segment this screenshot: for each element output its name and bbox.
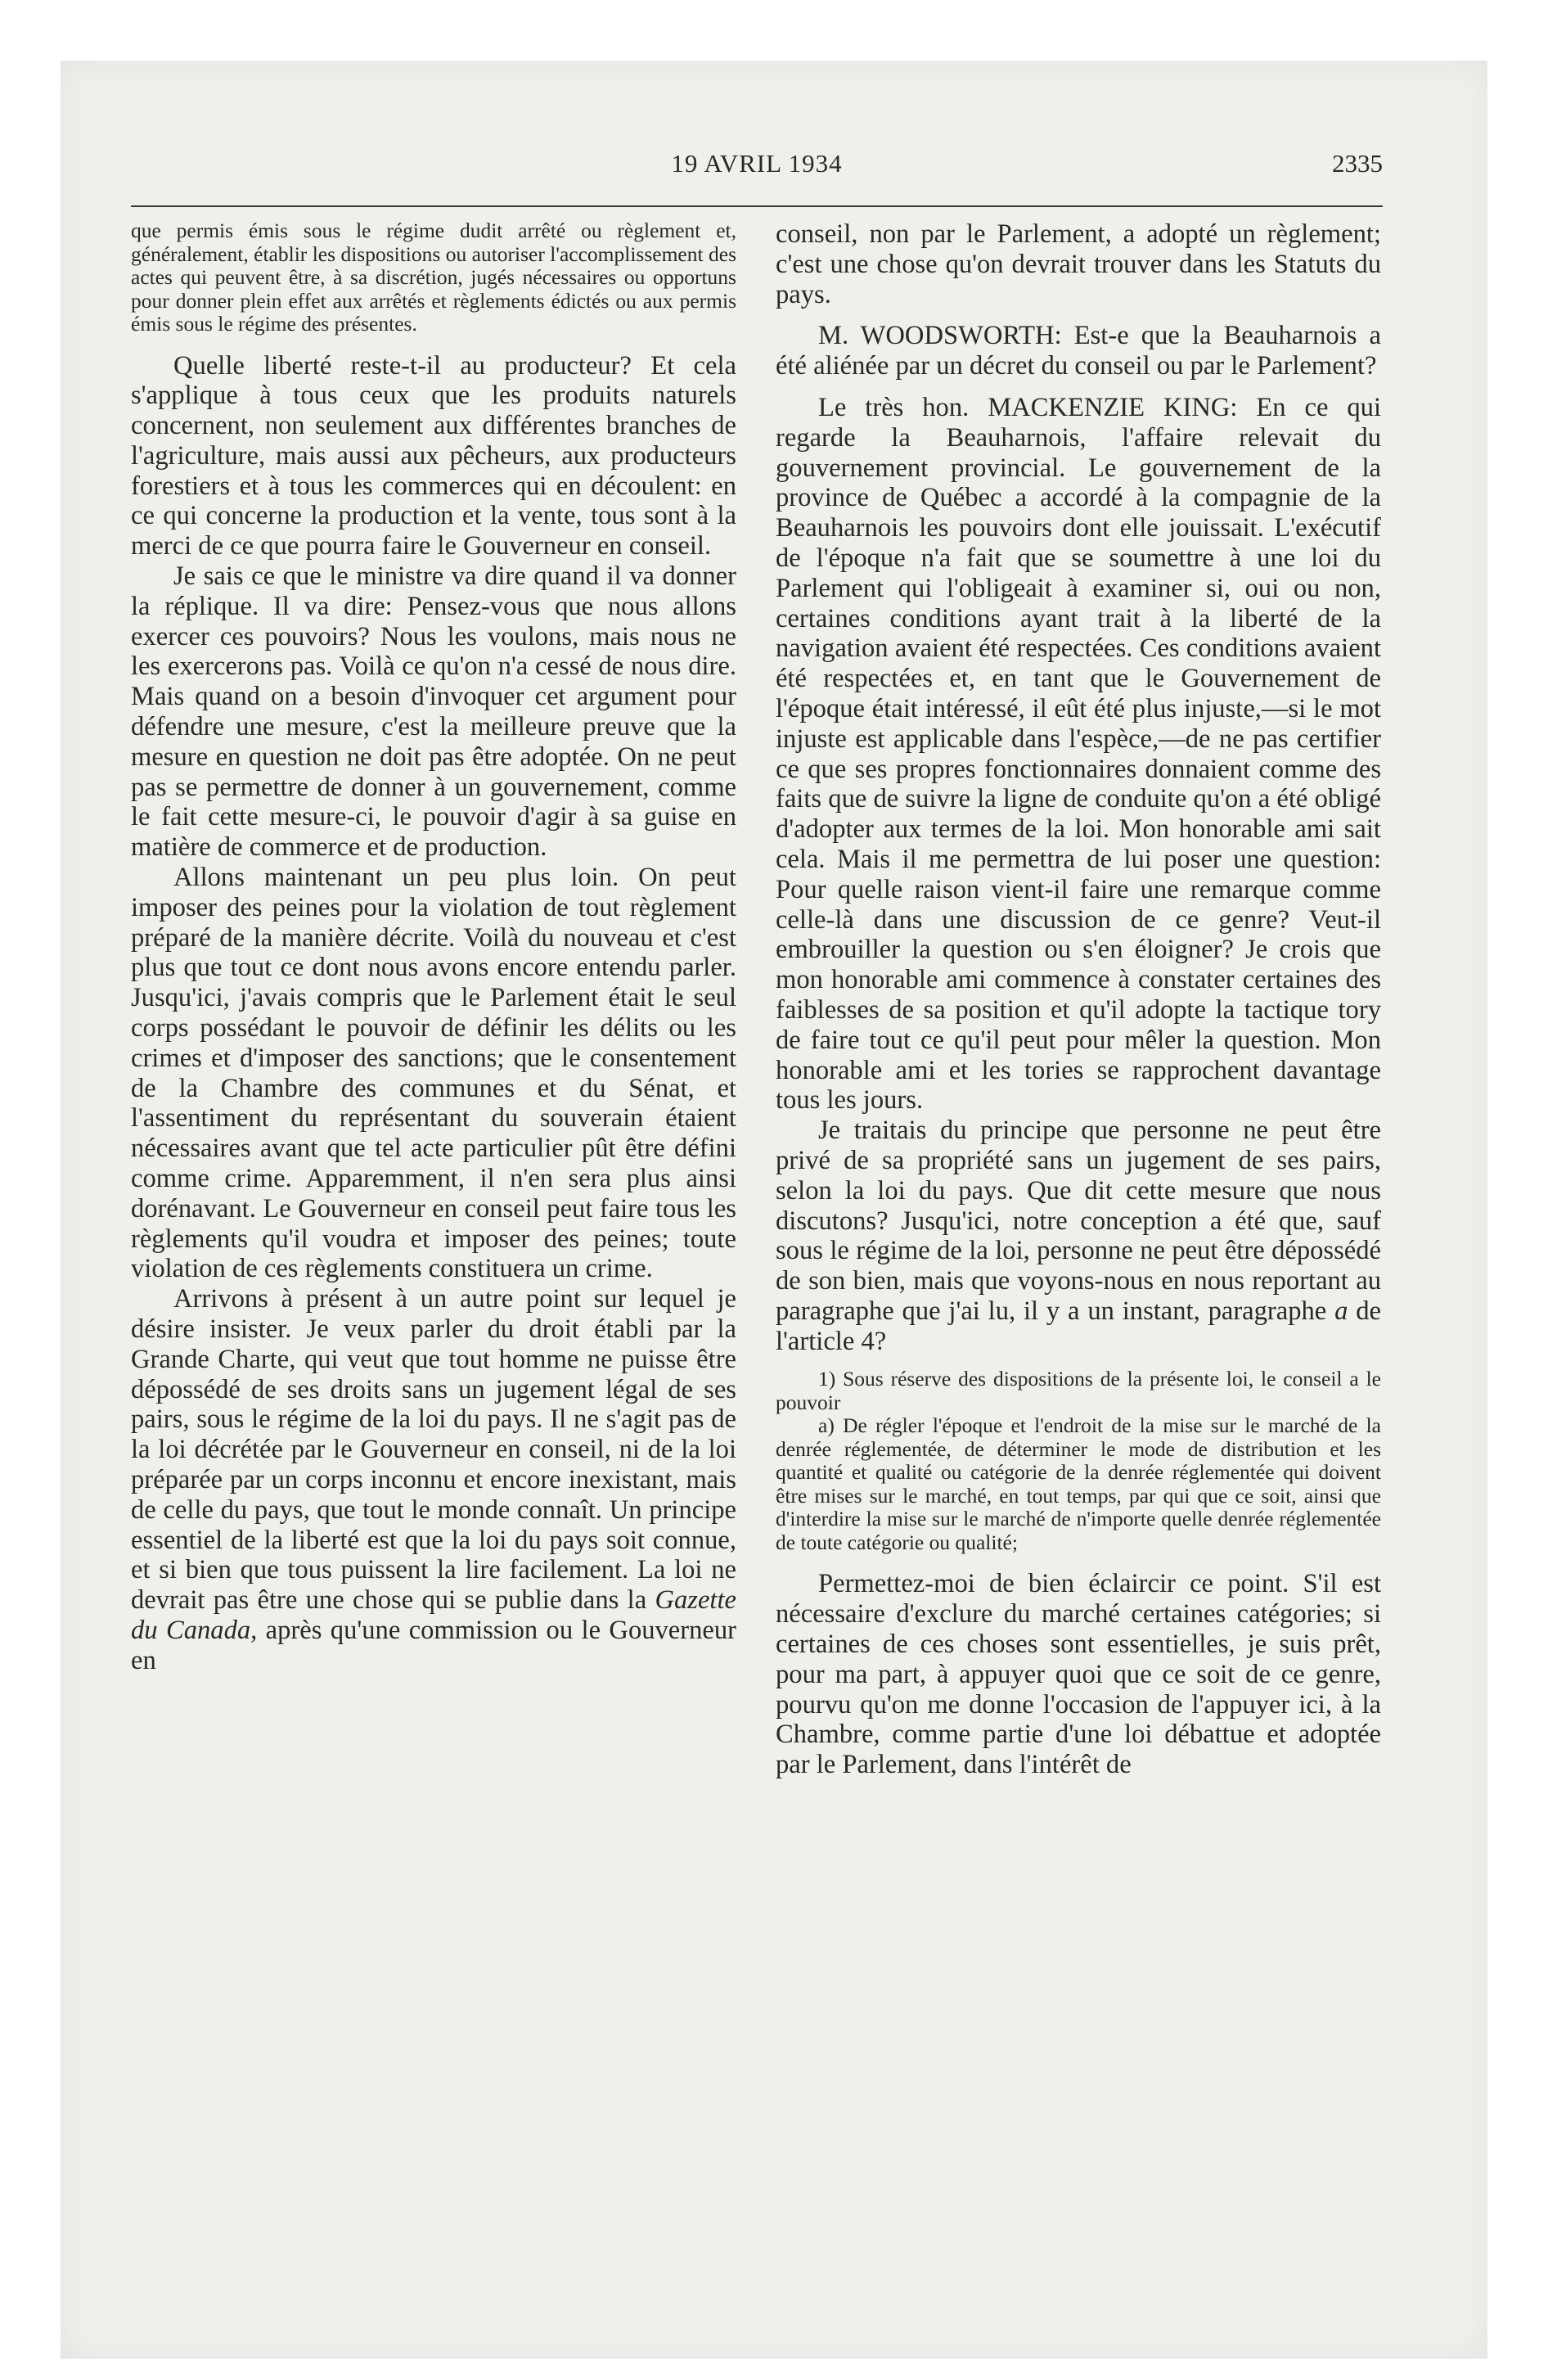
paragraph: conseil, non par le Parlement, a adopté un règlement; c'est une chose qu'on devrait trouver dans les Statuts du pays. [776,219,1381,309]
paragraph-text: de l'article 4? [776,1296,1381,1356]
paragraph-text: Je traitais du principe que personne ne peut être privé de sa propriété sans un jugement de ses pairs, selon la loi du pays. Que dit cette mesure que nous discutons? Jusqu'ici, notre conception a été que, sauf sous le régime de la loi, personne ne peut être dépossédé de son bien, mais que voyons-nous en nous reportant au paragraphe que j'ai lu, il y a un instant, paragraphe [776,1116,1381,1326]
paragraph: Permettez-moi de bien éclaircir ce point. S'il est nécessaire d'exclure du marché certaines catégories; si certaines de ces choses sont essentielles, je suis prêt, pour ma part, à appuyer quoi que ce soit de ce genre, pourvu qu'on me donne l'occasion de l'appuyer ici, à la Chambre, comme partie d'une loi débattue et adoptée par le Parlement, dans l'intérêt de [776,1569,1381,1780]
paragraph: Je sais ce que le ministre va dire quand il va donner la réplique. Il va dire: Pensez-vous que nous allons exercer ces pouvoirs? Nous les voulons, mais nous ne les exercerons pas. Voilà ce qu'on n'a cessé de nous dire. Mais quand on a besoin d'invoquer cet argument pour défendre une mesure, c'est la meilleure preuve que la mesure en question ne doit pas être adoptée. On ne peut pas se permettre de donner à un gouvernement, comme le fait cette mesure-ci, le pouvoir d'agir à sa guise en matière de commerce et de production. [131,561,736,863]
paragraph: Allons maintenant un peu plus loin. On peut imposer des peines pour la violation de tout règlement préparé de la manière décrite. Voilà du nouveau et c'est plus que tout ce dont nous avons encore entendu parler. Jusqu'ici, j'avais compris que le Parlement était le seul corps possédant le pouvoir de définir les délits ou les crimes et d'imposer des sanctions; que le consentement de la Chambre des communes et du Sénat, et l'assentiment du représentant du souverain étaient nécessaires avant que tel acte particulier pût être défini comme crime. Apparemment, il n'en sera plus ainsi dorénavant. Le Gouverneur en conseil peut faire tous les règlements qu'il voudra et imposer des peines; toute violation de ces règlements constituera un crime. [131,863,736,1284]
header-date: 19 AVRIL 1934 [671,149,843,178]
paragraph [131,1284,736,1675]
quoted-clause: 1) Sous réserve des dispositions de la présente loi, le conseil a le pouvoir [776,1367,1381,1414]
paragraph-text: Arrivons à présent à un autre point sur lequel je désire insister. Je veux parler du droit établi par la Grande Charte, qui veut que tout homme ne puisse être dépossédé de ses droits sans un jugement légal de ses pairs, sous le régime de la loi du pays. Il ne s'agit pas de la loi décrétée par le Gouverneur en conseil, ni de la loi préparée par un corps inconnu et encore inexistant, mais de celle du pays, que tout le monde connaît. Un principe essentiel de la liberté est que la loi du pays soit connue, et si bien que tous puissent la lire facilement. La loi ne devrait pas être une chose qui se publie dans la [131,1284,736,1616]
paragraph [776,1116,1381,1356]
page-number: 2335 [1332,149,1383,178]
speaker-paragraph: Le très hon. MACKENZIE KING: En ce qui regarde la Beauharnois, l'affaire relevait du gouvernement provincial. Le gouvernement de la province de Québec a accordé à la compagnie de la Beauharnois les pouvoirs dont elle jouissait. L'exécutif de l'époque n'a fait que se soumettre à une loi du Parlement qui l'obligeait à examiner si, oui ou non, certaines conditions ayant trait à la liberté de la navigation avaient été respectées. Ces conditions avaient été respectées et, en tant que le Gouvernement de l'époque était intéressé, il eût été plus injuste,—si le mot injuste est applicable dans l'espèce,—de ne pas certifier ce que ses propres fonctionnaires donnaient comme des faits que de suivre la ligne de conduite qu'on a été obligé d'adopter aux termes de la loi. Mon honorable ami sait cela. Mais il me permettra de lui poser une question: Pour quelle raison vient-il faire une remarque comme celle-là dans une discussion de ce genre? Veut-il embrouiller la question ou s'en éloigner? Je crois que mon honorable ami commence à constater certaines des faiblesses de sa position et qu'il adopte la tactique tory de faire tout ce qu'il peut pour mêler la question. Mon honorable ami et les tories se rapprochent davantage tous les jours. [776,392,1381,1116]
paragraph-letter: a [1334,1296,1348,1326]
paragraph-text: après qu'une commission ou le Gouverneur en [131,1615,737,1675]
quoted-text-continuation: que permis émis sous le régime dudit arrêté ou règlement et, généralement, établir les dispositions ou autoriser l'accomplissement des actes qui peuvent être, à sa discrétion, jugés nécessaires ou opportuns pour donner plein effet aux arrêtés et règlements édictés ou aux permis émis sous le régime des présentes. [131,219,736,336]
left-column [131,219,736,1676]
paragraph: Quelle liberté reste-t-il au producteur? Et cela s'applique à tous ceux que les produits naturels concernent, non seulement aux différentes branches de l'agriculture, mais aussi aux pêcheurs, aux producteurs forestiers et à tous les commerces qui en découlent: en ce qui concerne la production et la vente, tous sont à la merci de ce que pourra faire le Gouverneur en conseil. [131,350,736,561]
quoted-clause: a) De régler l'époque et l'endroit de la mise sur le marché de la denrée réglementée, de déterminer le mode de distribution et les quantité et qualité ou catégorie de la denrée réglementée qui doivent être mises sur le marché, en tout temps, par qui que ce soit, ainsi que d'interdire la mise sur le marché de n'importe quelle denrée réglementée de toute catégorie ou qualité; [776,1413,1381,1554]
right-column [776,219,1381,1780]
speaker-paragraph: M. WOODSWORTH: Est-e que la Beauharnois a été aliénée par un décret du conseil ou par le Parlement? [776,321,1381,381]
publication-title: Gazette du Canada, [131,1585,736,1645]
page-header [131,144,1383,185]
header-rule [131,205,1383,207]
